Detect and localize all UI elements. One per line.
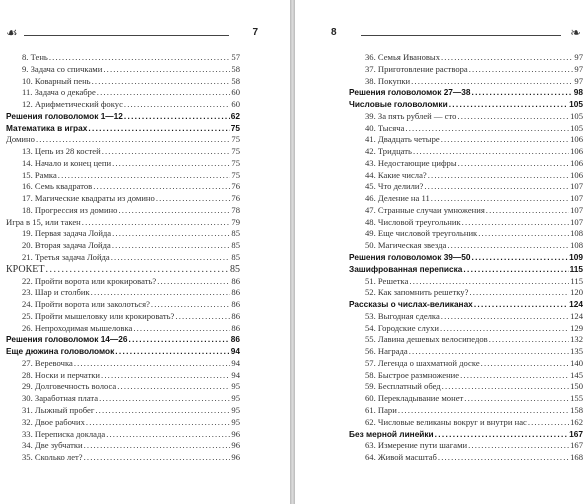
toc-entry-page: 75	[231, 157, 240, 168]
toc-entry	[6, 64, 240, 76]
dot-leader	[441, 311, 569, 323]
toc-entry-title: 10. Коварный пень	[22, 75, 91, 86]
toc-entry-title: 47. Странные случаи умножения	[365, 204, 485, 215]
toc-entry-page: 97	[574, 75, 583, 86]
toc-entry-title: 61. Пари	[365, 404, 397, 415]
toc-entry-page: 95	[231, 404, 240, 415]
dot-leader	[486, 205, 569, 217]
toc-entry	[6, 228, 240, 240]
toc-entry-page: 115	[569, 263, 583, 274]
toc-entry-page: 107	[570, 204, 583, 215]
toc-entry-title: Математика в играх	[6, 122, 88, 133]
toc-entry-page: 75	[231, 169, 240, 180]
dot-leader	[112, 240, 231, 252]
toc-entry-title: 29. Долговечность волоса	[22, 381, 117, 392]
toc-entry-title: 14. Начало и конец цепи	[22, 157, 112, 168]
toc-entry	[6, 370, 240, 382]
toc-entry-page: 75	[230, 122, 240, 133]
dot-leader	[462, 217, 569, 229]
dot-leader	[97, 87, 231, 99]
dot-leader	[431, 193, 569, 205]
toc-entry-page: 107	[570, 193, 583, 204]
toc-entry-page: 150	[570, 381, 583, 392]
toc-entry-page: 162	[570, 416, 583, 427]
toc-entry-title: Домино	[6, 134, 35, 145]
toc-entry-page: 108	[570, 228, 583, 239]
toc-entry-title: 34. Две зубчатки	[22, 440, 83, 451]
toc-entry	[6, 452, 240, 464]
toc-entry-page: 105	[570, 122, 583, 133]
toc-entry-page: 155	[570, 393, 583, 404]
toc-entry-title: 50. Магическая звезда	[365, 240, 447, 251]
toc-entry-title: 64. Живой масштаб	[365, 452, 437, 463]
toc-entry-title: 11. Задача о декабре	[22, 87, 96, 98]
toc-entry-page: 124	[569, 299, 583, 310]
toc-entry-page: 106	[570, 169, 583, 180]
toc-entry	[6, 381, 240, 393]
dot-leader	[440, 323, 569, 335]
toc-entry-title: 8. Тень	[22, 52, 48, 62]
dot-leader	[411, 76, 573, 88]
dot-leader	[175, 311, 230, 323]
dot-leader	[106, 429, 230, 441]
dot-leader	[457, 111, 569, 123]
toc-entry	[349, 217, 583, 229]
toc-entry-title: 56. Награда	[365, 346, 408, 357]
dot-leader	[151, 299, 231, 311]
dot-leader	[481, 358, 569, 370]
toc-section-heading	[6, 123, 240, 135]
toc-entry	[6, 193, 240, 205]
toc-entry	[349, 193, 583, 205]
dot-leader	[99, 393, 230, 405]
toc-entry	[6, 440, 240, 452]
dot-leader	[117, 381, 230, 393]
dot-leader	[409, 276, 569, 288]
dot-leader	[489, 334, 569, 346]
dot-leader	[469, 64, 574, 76]
toc-entry-title: 16. Семь квадратов	[22, 181, 93, 192]
dot-leader	[74, 358, 231, 370]
toc-entry-title: 53. Выгодная сделка	[365, 310, 440, 321]
toc-entry	[6, 52, 240, 64]
header-rule	[24, 35, 229, 36]
toc-entry-page: 60	[231, 99, 240, 110]
toc-entry-title: 37. Приготовление раствора	[365, 63, 468, 74]
toc-entry-title: 45. Что делили?	[365, 181, 424, 192]
toc-entry-title: 27. Веревочка	[22, 357, 73, 368]
toc-entry-page: 158	[570, 404, 583, 415]
toc-entry-page: 140	[570, 357, 583, 368]
toc-entry-title: Без мерной линейки	[349, 428, 434, 439]
toc-entry-title: 18. Прогрессия из домино	[22, 204, 118, 215]
toc-section-heading	[349, 299, 583, 311]
toc-entry	[6, 76, 240, 88]
toc-entry	[349, 405, 583, 417]
toc-entry-title: 21. Третья задача Лойда	[22, 252, 110, 263]
toc-entry-page: 94	[231, 357, 240, 368]
dot-leader	[471, 87, 572, 99]
toc-entry	[349, 381, 583, 393]
toc-entry	[349, 346, 583, 358]
dot-leader	[468, 440, 569, 452]
header-rule	[361, 35, 561, 36]
toc-entry	[349, 370, 583, 382]
toc-entry-title: 62. Числовые великаны вокруг и внутри нас	[365, 416, 527, 427]
dot-leader	[405, 123, 569, 135]
toc-entry-page: 106	[570, 134, 583, 145]
toc-entry-title: 33. Переписка доклада	[22, 428, 106, 439]
toc-entry	[6, 170, 240, 182]
toc-entry-title: КРОКЕТ	[6, 263, 45, 275]
dot-leader	[128, 334, 229, 346]
toc-entry-page: 85	[231, 228, 240, 239]
toc-entry-title: 59. Бесплатный обед	[365, 381, 441, 392]
toc-entry-page: 86	[231, 275, 240, 286]
toc-entry-title: 9. Задача со спичками	[22, 63, 103, 74]
toc-entry-page: 115	[570, 275, 583, 286]
toc-entry	[6, 181, 240, 193]
toc-entry	[6, 99, 240, 111]
toc-section-heading	[349, 99, 583, 111]
toc-entry-page: 86	[231, 287, 240, 298]
dot-leader	[398, 405, 569, 417]
toc-entry-page: 129	[570, 322, 583, 333]
dot-leader	[84, 440, 231, 452]
toc-entry-page: 145	[570, 369, 583, 380]
toc-entry	[349, 358, 583, 370]
dot-leader	[86, 417, 231, 429]
dot-leader	[93, 181, 230, 193]
toc-entry-title: 49. Еще числовой треугольник	[365, 228, 478, 239]
toc-entry-page: 107	[570, 181, 583, 192]
dot-leader	[156, 193, 231, 205]
dot-leader	[463, 264, 568, 276]
toc-entry	[6, 287, 240, 299]
toc-entry	[6, 217, 240, 229]
dot-leader	[49, 52, 231, 64]
toc-section-heading	[6, 334, 240, 346]
toc-entry-title: 60. Перекладывание монет	[365, 393, 464, 404]
toc-entry-page: 95	[231, 416, 240, 427]
toc-entry-title: 54. Городские слухи	[365, 322, 439, 333]
toc-entry-page: 107	[570, 216, 583, 227]
toc-entry-page: 76	[231, 193, 240, 204]
toc-entry-title: 25. Пройти мышеловку или крокировать?	[22, 310, 175, 321]
toc-entry	[6, 311, 240, 323]
toc-entry-title: 32. Двое рабочих	[22, 416, 85, 427]
toc-entry-page: 76	[231, 181, 240, 192]
toc-entry-page: 58	[231, 75, 240, 86]
toc-entry-title: 41. Двадцать четыре	[365, 134, 440, 145]
toc-entry-title: 44. Какие числа?	[365, 169, 427, 180]
toc-entry-page: 57	[231, 52, 240, 62]
dot-leader	[84, 452, 231, 464]
toc-entry-page: 62	[230, 110, 240, 121]
toc-entry-page: 86	[231, 322, 240, 333]
toc-entry	[6, 252, 240, 264]
toc-entry-page: 167	[570, 440, 583, 451]
dot-leader	[92, 76, 231, 88]
dot-leader	[111, 252, 231, 264]
dot-leader	[102, 146, 231, 158]
toc-entry	[349, 134, 583, 146]
table-of-contents-left	[6, 52, 240, 464]
toc-entry-title: 13. Цепь из 28 костей	[22, 146, 101, 157]
left-page	[0, 0, 290, 504]
toc-entry-title: 38. Покупки	[365, 75, 411, 86]
page-number: 7	[252, 27, 258, 38]
toc-entry	[349, 393, 583, 405]
toc-entry-title: 51. Решетка	[365, 275, 409, 286]
toc-entry-page: 106	[570, 146, 583, 157]
toc-entry-title: 43. Недостающие цифры	[365, 157, 457, 168]
toc-entry	[349, 440, 583, 452]
toc-entry	[6, 323, 240, 335]
toc-entry-title: 23. Шар и столбик	[22, 287, 90, 298]
toc-entry-title: 63. Измерение пути шагами	[365, 440, 468, 451]
toc-entry	[6, 134, 240, 146]
toc-entry-title: 48. Числовой треугольник	[365, 216, 461, 227]
dot-leader	[442, 381, 569, 393]
dot-leader	[95, 405, 230, 417]
toc-entry	[349, 52, 583, 64]
dot-leader	[124, 99, 231, 111]
toc-entry-page: 85	[230, 263, 240, 275]
toc-entry-page: 94	[230, 346, 240, 357]
dot-leader	[112, 228, 230, 240]
toc-entry	[349, 123, 583, 135]
table-of-contents-right	[349, 52, 583, 464]
toc-entry	[6, 276, 240, 288]
toc-entry-title: Решения головоломок 1—12	[6, 110, 123, 121]
toc-section-heading	[6, 346, 240, 358]
toc-entry	[349, 64, 583, 76]
toc-section-heading	[349, 252, 583, 264]
dot-leader	[447, 240, 569, 252]
toc-entry-page: 94	[231, 369, 240, 380]
toc-entry-page: 86	[230, 334, 240, 345]
toc-entry-title: 31. Лыжный пробег	[22, 404, 95, 415]
toc-entry-title: 36. Семья Ивановых	[365, 52, 440, 62]
dot-leader	[460, 370, 569, 382]
toc-entry	[349, 181, 583, 193]
toc-entry	[349, 111, 583, 123]
dot-leader	[157, 276, 230, 288]
toc-entry	[349, 311, 583, 323]
toc-entry-page: 86	[231, 299, 240, 310]
dot-leader	[428, 170, 569, 182]
dot-leader	[438, 452, 569, 464]
dot-leader	[36, 134, 230, 146]
dot-leader	[112, 158, 230, 170]
toc-entry	[349, 158, 583, 170]
dot-leader	[91, 287, 231, 299]
dot-leader	[118, 205, 230, 217]
dot-leader	[409, 346, 569, 358]
dot-leader	[528, 417, 569, 429]
toc-entry-title: Игра в 15, или такен	[6, 216, 81, 227]
toc-entry-title: 22. Пройти ворота или крокировать?	[22, 275, 157, 286]
toc-entry	[349, 205, 583, 217]
toc-entry	[6, 205, 240, 217]
toc-entry	[349, 228, 583, 240]
toc-entry-page: 109	[569, 252, 583, 263]
toc-entry-page: 79	[231, 216, 240, 227]
toc-entry-page: 132	[570, 334, 583, 345]
toc-entry-page: 60	[231, 87, 240, 98]
toc-entry-title: Зашифрованная переписка	[349, 263, 463, 274]
toc-entry-title: Решения головоломок 27—38	[349, 87, 471, 98]
toc-entry-title: 57. Легенда о шахматной доске	[365, 357, 480, 368]
toc-entry	[6, 429, 240, 441]
toc-section-heading	[349, 429, 583, 441]
toc-entry	[6, 358, 240, 370]
toc-entry-page: 86	[231, 310, 240, 321]
right-page-header	[331, 26, 581, 42]
dot-leader	[441, 134, 569, 146]
dot-leader	[101, 370, 230, 382]
toc-section-heading	[349, 87, 583, 99]
toc-entry	[349, 76, 583, 88]
toc-entry	[349, 334, 583, 346]
toc-entry-title: 20. Вторая задача Лойда	[22, 240, 111, 251]
toc-entry	[349, 276, 583, 288]
dot-leader	[82, 217, 231, 229]
dot-leader	[45, 264, 229, 276]
dot-leader	[424, 181, 569, 193]
toc-entry-title: Еще дюжина головоломок	[6, 346, 115, 357]
toc-entry-title: 17. Магические квадраты из домино	[22, 193, 155, 204]
dot-leader	[88, 123, 229, 135]
page-number: 8	[331, 27, 337, 38]
toc-entry	[6, 240, 240, 252]
toc-entry	[6, 158, 240, 170]
toc-entry-page: 105	[570, 110, 583, 121]
toc-entry-title: Числовые головоломки	[349, 99, 448, 110]
dot-leader	[441, 52, 573, 64]
dot-leader	[435, 429, 568, 441]
dot-leader	[469, 287, 569, 299]
toc-entry	[349, 146, 583, 158]
dot-leader	[464, 393, 569, 405]
ornament-icon: ❧	[570, 25, 581, 40]
toc-entry-page: 58	[231, 63, 240, 74]
toc-entry-title: Рассказы о числах-великанах	[349, 299, 473, 310]
toc-entry-page: 135	[570, 346, 583, 357]
toc-entry	[6, 299, 240, 311]
left-page-header	[6, 26, 258, 42]
toc-entry-page: 96	[231, 452, 240, 463]
dot-leader	[103, 64, 230, 76]
dot-leader	[124, 111, 230, 123]
right-page	[295, 0, 585, 504]
toc-entry-page: 105	[569, 99, 583, 110]
toc-entry-page: 97	[574, 63, 583, 74]
toc-entry-title: 30. Заработная плата	[22, 393, 99, 404]
dot-leader	[413, 146, 569, 158]
toc-entry-title: Решения головоломок 14—26	[6, 334, 128, 345]
toc-entry-title: 15. Рамка	[22, 169, 57, 180]
toc-entry	[6, 264, 240, 276]
toc-entry-page: 96	[231, 428, 240, 439]
toc-entry-page: 78	[231, 204, 240, 215]
dot-leader	[474, 299, 568, 311]
toc-entry-title: 58. Быстрое размножение	[365, 369, 460, 380]
toc-entry-page: 97	[574, 52, 583, 62]
toc-entry-title: 55. Лавина дешевых велосипедов	[365, 334, 488, 345]
toc-entry-title: 35. Сколько лет?	[22, 452, 83, 463]
toc-entry	[349, 240, 583, 252]
dot-leader	[478, 228, 569, 240]
toc-entry	[6, 393, 240, 405]
toc-section-heading	[6, 111, 240, 123]
toc-entry	[349, 323, 583, 335]
toc-entry-page: 96	[231, 440, 240, 451]
dot-leader	[133, 323, 230, 335]
toc-entry-page: 75	[231, 134, 240, 145]
toc-entry-page: 106	[570, 157, 583, 168]
dot-leader	[58, 170, 231, 182]
toc-entry-title: 19. Первая задача Лойда	[22, 228, 112, 239]
toc-entry-title: 52. Как запомнить решетку?	[365, 287, 469, 298]
toc-entry	[349, 452, 583, 464]
toc-entry	[6, 87, 240, 99]
toc-entry	[6, 405, 240, 417]
toc-entry-title: 24. Пройти ворота или заколоться?	[22, 299, 150, 310]
toc-entry-title: 26. Непроходимая мышеловка	[22, 322, 133, 333]
toc-entry	[349, 170, 583, 182]
dot-leader	[471, 252, 568, 264]
toc-entry-page: 75	[231, 146, 240, 157]
toc-entry-page: 120	[570, 287, 583, 298]
toc-entry-title: Решения головоломок 39—50	[349, 252, 471, 263]
toc-entry-title: 12. Арифметический фокус	[22, 99, 123, 110]
toc-entry-page: 168	[570, 452, 583, 463]
toc-section-heading	[349, 264, 583, 276]
toc-entry-page: 95	[231, 381, 240, 392]
toc-entry-page: 85	[231, 252, 240, 263]
dot-leader	[115, 346, 229, 358]
toc-entry-page: 95	[231, 393, 240, 404]
ornament-icon: ☙	[6, 25, 18, 40]
toc-entry-page: 124	[570, 310, 583, 321]
toc-entry	[6, 146, 240, 158]
dot-leader	[458, 158, 570, 170]
toc-entry-title: 40. Тысяча	[365, 122, 405, 133]
toc-entry-title: 28. Носки и перчатки	[22, 369, 101, 380]
toc-entry	[349, 287, 583, 299]
toc-entry-page: 167	[569, 428, 583, 439]
toc-entry-page: 98	[573, 87, 583, 98]
toc-entry-page: 108	[570, 240, 583, 251]
toc-entry	[349, 417, 583, 429]
toc-entry-title: 46. Деление на 11	[365, 193, 430, 204]
toc-entry-title: 39. За пять рублей — сто	[365, 110, 457, 121]
toc-entry	[6, 417, 240, 429]
toc-entry-page: 85	[231, 240, 240, 251]
toc-entry-title: 42. Тридцать	[365, 146, 412, 157]
dot-leader	[449, 99, 568, 111]
